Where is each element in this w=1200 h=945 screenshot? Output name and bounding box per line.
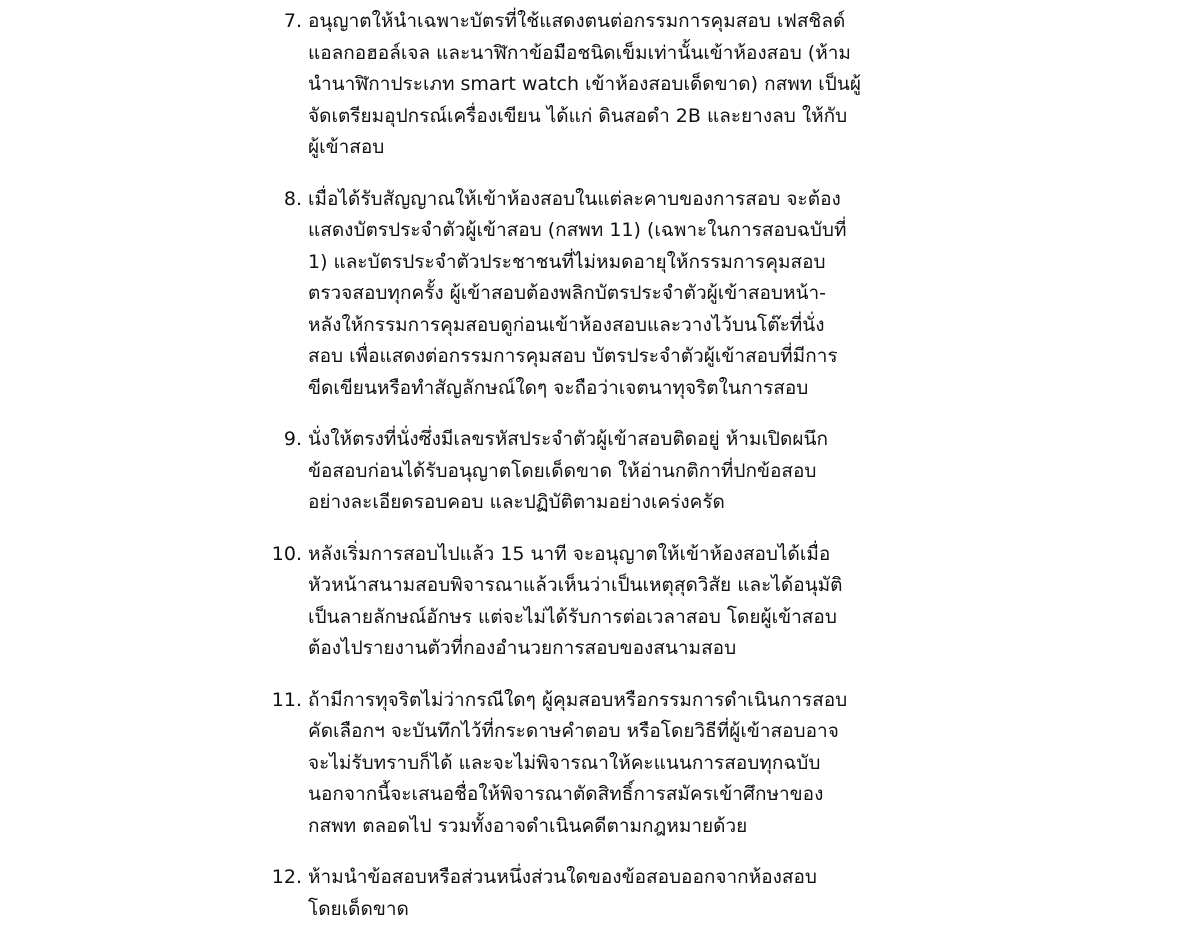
rule-line: อนุญาตให้นำเฉพาะบัตรที่ใช้แสดงตนต่อกรรมการคุมสอบ เฟสชิลด์ [308,10,846,32]
rule-line: หลังเริ่มการสอบไปแล้ว 15 นาที จะอนุญาตให้เข้าห้องสอบได้เมื่อ [308,542,831,565]
rule-line: ข้อสอบก่อนได้รับอนุญาตโดยเด็ดขาด ให้อ่านกติกาที่ปกข้อสอบ [308,459,817,482]
rule-number: 7. [283,10,302,32]
rule-item-11 [268,685,948,843]
rule-item-9 [268,424,948,519]
rule-line: กสพท ตลอดไป รวมทั้งอาจดำเนินคดีตามกฎหมายด้วย [308,814,748,837]
rule-item-7 [268,6,948,164]
rules-list [268,6,948,945]
rule-text [308,184,948,405]
rule-line: แอลกอฮอล์เจล และนาฬิกาข้อมือชนิดเข็มเท่านั้นเข้าห้องสอบ (ห้าม [308,41,851,64]
rule-item-10 [268,539,948,665]
rule-line: ห้ามนำข้อสอบหรือส่วนหนึ่งส่วนใดของข้อสอบออกจากห้องสอบ [308,866,817,888]
rule-line: แสดงบัตรประจำตัวผู้เข้าสอบ (กสพท 11) (เฉพาะในการสอบฉบับที่ [308,219,847,241]
rule-line: ผู้เข้าสอบ [308,136,385,158]
rule-text [308,539,948,665]
rule-line: หัวหน้าสนามสอบพิจารณาแล้วเห็นว่าเป็นเหตุสุดวิสัย และได้อนุมัติ [308,574,843,596]
rule-number: 8. [283,187,302,210]
rule-line: ตรวจสอบทุกครั้ง ผู้เข้าสอบต้องพลิกบัตรประจำตัวผู้เข้าสอบหน้า- [308,282,827,304]
rule-number: 12. [271,866,302,888]
rule-text [308,6,948,164]
rule-text [308,424,948,519]
rule-text [308,685,948,843]
rule-line: ขีดเขียนหรือทำสัญลักษณ์ใดๆ จะถือว่าเจตนาทุจริตในการสอบ [308,376,809,399]
rule-line: นอกจากนี้จะเสนอชื่อให้พิจารณาตัดสิทธิ์การสมัครเข้าศึกษาของ [308,783,824,805]
rule-item-12 [268,862,948,925]
rule-line: เป็นลายลักษณ์อักษร แต่จะไม่ได้รับการต่อเวลาสอบ โดยผู้เข้าสอบ [308,605,837,628]
rule-line: โดยเด็ดขาด [308,897,409,920]
rule-line: 1) และบัตรประจำตัวประชาชนที่ไม่หมดอายุให้กรรมการคุมสอบ [308,250,826,273]
rule-line: นำนาฬิกาประเภท smart watch เข้าห้องสอบเด็ดขาด) กสพท เป็นผู้ [308,73,861,95]
rule-number: 10. [271,542,302,565]
rule-line: คัดเลือกฯ จะบันทึกไว้ที่กระดาษคำตอบ หรือโดยวิธีที่ผู้เข้าสอบอาจ [308,720,839,742]
rule-line: จะไม่รับทราบก็ได้ และจะไม่พิจารณาให้คะแนนการสอบทุกฉบับ [308,751,821,774]
rule-line: ต้องไปรายงานตัวที่กองอำนวยการสอบของสนามสอบ [308,637,737,659]
rule-number: 9. [283,428,302,450]
rule-text [308,862,948,925]
rule-line: นั่งให้ตรงที่นั่งซึ่งมีเลขรหัสประจำตัวผู้เข้าสอบติดอยู่ ห้ามเปิดผนึก [308,428,828,450]
rule-number: 11. [271,688,302,711]
rule-item-8 [268,184,948,405]
rule-line: ถ้ามีการทุจริตไม่ว่ากรณีใดๆ ผู้คุมสอบหรือกรรมการดำเนินการสอบ [308,688,848,711]
rule-line: สอบ เพื่อแสดงต่อกรรมการคุมสอบ บัตรประจำตัวผู้เข้าสอบที่มีการ [308,345,838,367]
rule-line: อย่างละเอียดรอบคอบ และปฏิบัติตามอย่างเคร่งครัด [308,491,725,513]
rule-line: เมื่อได้รับสัญญาณให้เข้าห้องสอบในแต่ละคาบของการสอบ จะต้อง [308,187,841,210]
rule-line: จัดเตรียมอุปกรณ์เครื่องเขียน ได้แก่ ดินสอดำ 2B และยางลบ ให้กับ [308,104,848,127]
rule-line: หลังให้กรรมการคุมสอบดูก่อนเข้าห้องสอบและวางไว้บนโต๊ะที่นั่ง [308,313,825,336]
